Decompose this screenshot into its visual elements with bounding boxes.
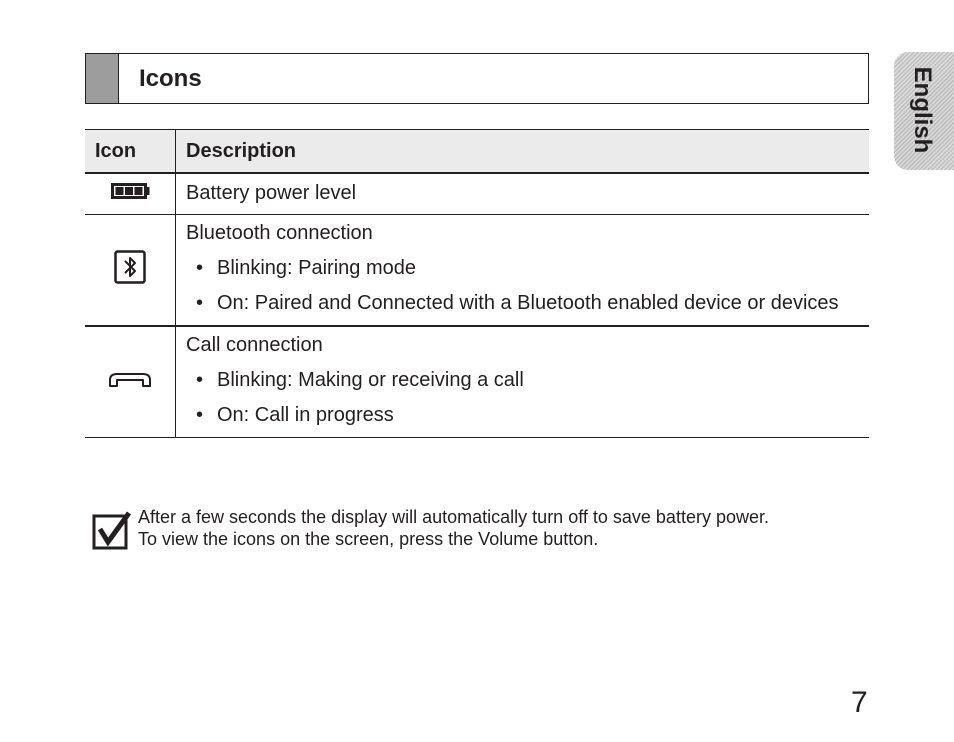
note-text [138,506,769,550]
language-tab-label: English [909,66,936,154]
description-text: Bluetooth connection [186,222,373,244]
list-item: • Blinking: Pairing mode [186,255,859,281]
icons-table [85,129,869,438]
icon-cell [85,173,176,215]
bullet-list [186,255,859,316]
table-header-row [85,130,869,174]
description-text: Call connection [186,334,323,356]
section-header [85,53,869,104]
table-row [85,326,869,438]
column-header-description: Description [176,130,870,174]
column-header-icon: Icon [85,130,176,174]
icon-cell [85,215,176,327]
list-item: • Blinking: Making or receiving a call [186,367,859,393]
list-item: • On: Call in progress [186,402,859,428]
description-cell [176,173,870,215]
icon-cell [85,326,176,438]
bullet-list [186,367,859,428]
phone-handset-icon [107,372,153,388]
table-row [85,173,869,215]
section-header-swatch [86,54,119,103]
checkbox-note-icon [92,510,132,550]
note-line: To view the icons on the screen, press the Volume button. [138,529,599,549]
description-text: Battery power level [186,182,357,204]
list-item: • On: Paired and Connected with a Bluetooth enabled device or devices [186,290,859,316]
section-title: Icons [139,65,202,92]
note-line: After a few seconds the display will automatically turn off to save battery power. [138,507,769,527]
description-cell [176,326,870,438]
description-cell [176,215,870,327]
language-tab [894,52,954,170]
bluetooth-icon [114,250,146,284]
table-row [85,215,869,327]
page-number: 7 [851,686,868,719]
battery-icon [110,182,150,200]
